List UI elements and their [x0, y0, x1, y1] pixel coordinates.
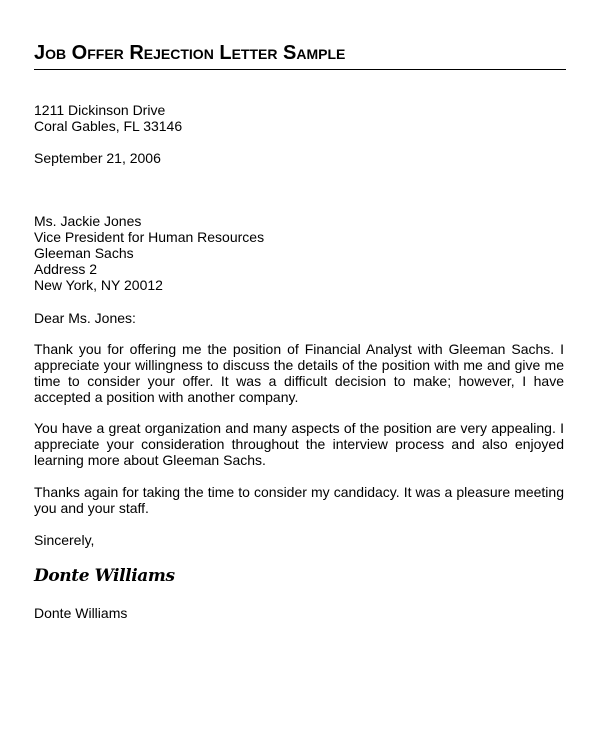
recipient-address [34, 213, 564, 293]
recipient-address-line: Address 2 [34, 261, 98, 277]
recipient-company: Gleeman Sachs [34, 245, 134, 261]
closing-text: Sincerely, [34, 532, 95, 548]
handwritten-signature: Donte Williams [34, 566, 175, 586]
sender-address-line1: 1211 Dickinson Drive [34, 102, 166, 118]
signer-block [34, 605, 564, 621]
document-title: Job Offer Rejection Letter Sample [34, 42, 346, 64]
body-paragraph-3: Thanks again for taking the time to consider my candidacy. It was a pleasure meeting you and your staff. [34, 484, 564, 516]
recipient-name: Ms. Jackie Jones [34, 213, 142, 229]
salutation-text: Dear Ms. Jones: [34, 310, 136, 326]
sender-address-line2: Coral Gables, FL 33146 [34, 118, 183, 134]
date-text: September 21, 2006 [34, 150, 161, 166]
body-paragraph-2: You have a great organization and many aspects of the position are very appealing. I appreciate your consideration throughout the interview process and also enjoyed learning more about Gleeman Sachs. [34, 420, 564, 468]
body-paragraph-1: Thank you for offering me the position of Financial Analyst with Gleeman Sachs. I appreciate your willingness to discuss the details of the position with me and give me time to consider your offer. It was a difficult decision to make; however, I have accepted a position with another company. [34, 341, 564, 405]
title-underline-rule [34, 69, 566, 70]
recipient-city-state-zip: New York, NY 20012 [34, 277, 163, 293]
letter-date [34, 150, 564, 166]
salutation [34, 310, 564, 326]
signer-name: Donte Williams [34, 605, 128, 621]
recipient-position: Vice President for Human Resources [34, 229, 265, 245]
sender-address [34, 102, 564, 134]
closing [34, 532, 564, 548]
